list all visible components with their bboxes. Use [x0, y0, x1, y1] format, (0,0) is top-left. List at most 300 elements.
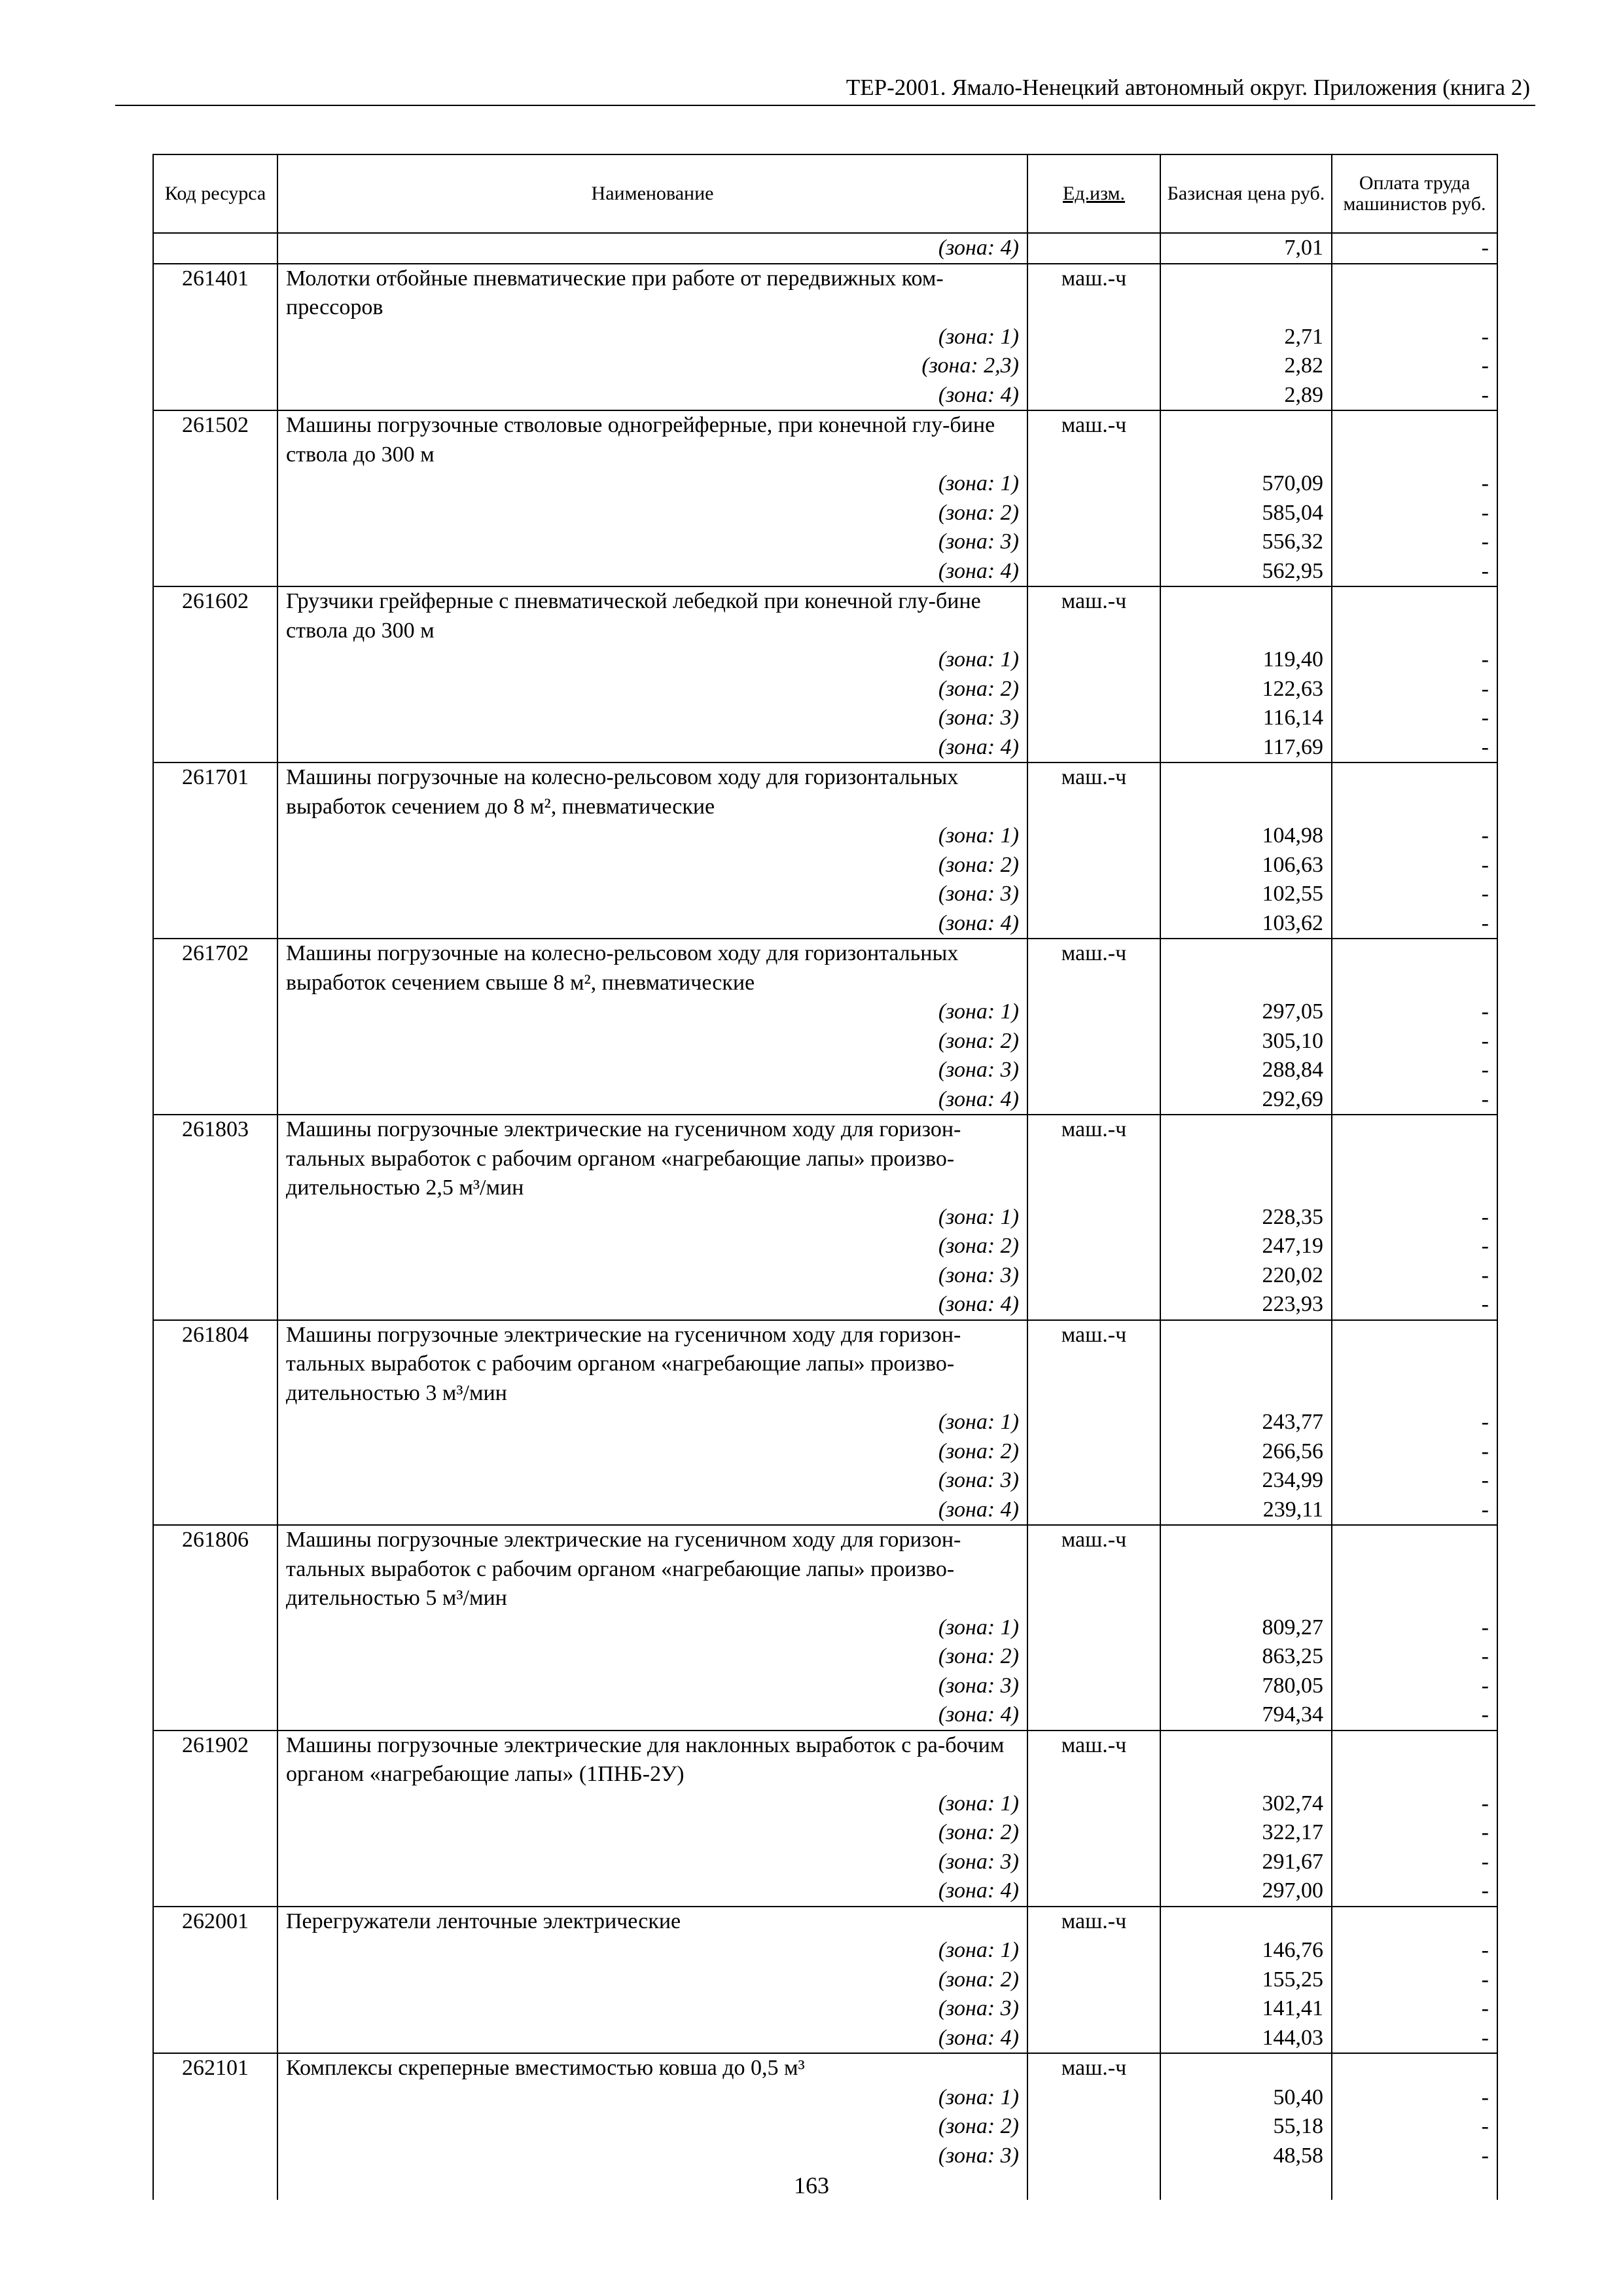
zone-row [153, 2142, 1497, 2171]
pay-value: - [1332, 909, 1497, 939]
price-value: 2,89 [1160, 381, 1332, 411]
code-cell [153, 381, 277, 411]
table-body [153, 233, 1497, 2200]
col-header-name: Наименование [277, 154, 1027, 233]
code-cell [153, 1994, 277, 2024]
price-cell [1160, 410, 1332, 469]
pay-value: - [1332, 1613, 1497, 1643]
unit-cell [1027, 1290, 1160, 1320]
pay-value: - [1332, 704, 1497, 733]
pay-value: - [1332, 851, 1497, 880]
resource-code: 261803 [153, 1115, 277, 1203]
zone-row [153, 733, 1497, 763]
resource-code: 262101 [153, 2053, 277, 2083]
resource-name: Комплексы скреперные вместимостью ковша до 0,5 м³ [277, 2053, 1027, 2083]
code-cell [153, 1642, 277, 1672]
pay-value: - [1332, 1437, 1497, 1467]
zone-row [153, 1818, 1497, 1848]
zone-row [153, 997, 1497, 1027]
unit-cell [1027, 1408, 1160, 1437]
zone-label: (зона: 1) [277, 2083, 1027, 2113]
pay-value: - [1332, 1203, 1497, 1232]
document-title: ТЕР-2001. Ямало-Ненецкий автономный округ. Приложения (книга 2) [846, 75, 1530, 100]
zone-label: (зона: 2,3) [277, 351, 1027, 381]
zone-label: (зона: 1) [277, 645, 1027, 675]
resource-row [153, 264, 1497, 323]
price-cell [1160, 939, 1332, 997]
code-cell [153, 2142, 277, 2171]
zone-row [153, 1232, 1497, 1261]
resource-name: Грузчики грейферные с пневматической лебедкой при конечной глу-бине ствола до 300 м [277, 586, 1027, 645]
code-cell [153, 351, 277, 381]
resource-code: 261902 [153, 1731, 277, 1789]
pay-value: - [1332, 1466, 1497, 1496]
zone-label: (зона: 3) [277, 1056, 1027, 1085]
zone-row [153, 1613, 1497, 1643]
zone-label: (зона: 4) [277, 1290, 1027, 1320]
code-cell [153, 1936, 277, 1965]
zone-label: (зона: 4) [277, 1085, 1027, 1115]
price-value: 146,76 [1160, 1936, 1332, 1965]
zone-label: (зона: 2) [277, 2112, 1027, 2142]
pay-value: - [1332, 1876, 1497, 1907]
pay-value: - [1332, 2142, 1497, 2171]
unit-cell [1027, 2112, 1160, 2142]
resource-code: 261701 [153, 762, 277, 821]
pay-value: - [1332, 1085, 1497, 1115]
resource-row [153, 1525, 1497, 1613]
resource-name: Машины погрузочные на колесно-рельсовом ходу для горизонтальных выработок сечением до 8 м², пневматические [277, 762, 1027, 821]
resource-unit: маш.-ч [1027, 2053, 1160, 2083]
zone-row [153, 1496, 1497, 1526]
price-value: 863,25 [1160, 1642, 1332, 1672]
price-value: 2,71 [1160, 323, 1332, 352]
price-cell [1160, 762, 1332, 821]
resource-row [153, 1907, 1497, 1937]
zone-row [153, 499, 1497, 528]
zone-label: (зона: 4) [277, 909, 1027, 939]
unit-cell [1027, 1056, 1160, 1085]
zone-row [153, 1876, 1497, 1907]
zone-label: (зона: 2) [277, 499, 1027, 528]
resource-name: Машины погрузочные стволовые одногрейферные, при конечной глу-бине ствола до 300 м [277, 410, 1027, 469]
resource-code: 261602 [153, 586, 277, 645]
pay-cell [1332, 1525, 1497, 1613]
zone-label: (зона: 3) [277, 2142, 1027, 2171]
pay-cell [1332, 939, 1497, 997]
zone-row [153, 1936, 1497, 1965]
zone-label: (зона: 2) [277, 675, 1027, 704]
col-header-pay: Оплата труда машинистов руб. [1332, 154, 1497, 233]
unit-cell [1027, 997, 1160, 1027]
price-value: 144,03 [1160, 2024, 1332, 2054]
zone-row [153, 2112, 1497, 2142]
zone-row [153, 1848, 1497, 1877]
price-cell [1160, 264, 1332, 323]
resource-code: 261804 [153, 1320, 277, 1408]
price-value: 48,58 [1160, 2142, 1332, 2171]
unit-cell [1027, 1672, 1160, 1701]
pay-value: - [1332, 557, 1497, 587]
unit-cell [1027, 909, 1160, 939]
resource-unit: маш.-ч [1027, 1115, 1160, 1203]
zone-row [153, 1290, 1497, 1320]
pay-cell [1332, 586, 1497, 645]
zone-label: (зона: 3) [277, 1994, 1027, 2024]
code-cell [153, 1466, 277, 1496]
table-header-row [153, 154, 1497, 233]
unit-cell [1027, 1965, 1160, 1995]
code-cell [153, 997, 277, 1027]
code-cell [153, 469, 277, 499]
price-value: 585,04 [1160, 499, 1332, 528]
price-value: 243,77 [1160, 1408, 1332, 1437]
price-value: 223,93 [1160, 1290, 1332, 1320]
code-cell [153, 323, 277, 352]
unit-cell [1027, 645, 1160, 675]
zone-row [153, 821, 1497, 851]
unit-cell [1027, 499, 1160, 528]
zone-row [153, 909, 1497, 939]
page-number: 163 [794, 2172, 829, 2198]
col-header-unit-label: Ед.изм. [1062, 183, 1126, 204]
price-value: 116,14 [1160, 704, 1332, 733]
pay-value: - [1332, 880, 1497, 909]
zone-label: (зона: 1) [277, 1408, 1027, 1437]
unit-cell [1027, 233, 1160, 264]
zone-row [153, 469, 1497, 499]
pay-value: - [1332, 2024, 1497, 2054]
zone-row [153, 557, 1497, 587]
zone-row [153, 880, 1497, 909]
price-cell [1160, 1320, 1332, 1408]
code-cell [153, 821, 277, 851]
price-value: 228,35 [1160, 1203, 1332, 1232]
price-value: 55,18 [1160, 2112, 1332, 2142]
zone-label: (зона: 2) [277, 1965, 1027, 1995]
zone-row [153, 1672, 1497, 1701]
unit-cell [1027, 1994, 1160, 2024]
col-header-price: Базисная цена руб. [1160, 154, 1332, 233]
resource-row [153, 1731, 1497, 1789]
zone-label: (зона: 2) [277, 1642, 1027, 1672]
code-cell [153, 499, 277, 528]
zone-label: (зона: 4) [277, 2024, 1027, 2054]
zone-label: (зона: 2) [277, 1818, 1027, 1848]
code-cell [153, 2083, 277, 2113]
pay-value: - [1332, 233, 1497, 264]
pay-value: - [1332, 645, 1497, 675]
pay-value: - [1332, 675, 1497, 704]
zone-label: (зона: 3) [277, 880, 1027, 909]
zone-label: (зона: 4) [277, 233, 1027, 264]
code-cell [153, 233, 277, 264]
unit-cell [1027, 557, 1160, 587]
unit-cell [1027, 704, 1160, 733]
pay-value: - [1332, 528, 1497, 557]
zone-row [153, 1437, 1497, 1467]
pay-value: - [1332, 1789, 1497, 1819]
code-cell [153, 1290, 277, 1320]
price-cell [1160, 1525, 1332, 1613]
zone-row [153, 1642, 1497, 1672]
code-cell [153, 704, 277, 733]
pay-value: - [1332, 2083, 1497, 2113]
price-cell [1160, 1907, 1332, 1937]
resource-code: 261806 [153, 1525, 277, 1613]
zone-label: (зона: 4) [277, 1496, 1027, 1526]
zone-label: (зона: 2) [277, 851, 1027, 880]
code-cell [153, 557, 277, 587]
code-cell [153, 1232, 277, 1261]
unit-cell [1027, 351, 1160, 381]
zone-row [153, 381, 1497, 411]
resource-code: 261401 [153, 264, 277, 323]
pay-cell [1332, 1731, 1497, 1789]
pay-value: - [1332, 1994, 1497, 2024]
pay-cell [1332, 264, 1497, 323]
price-value: 305,10 [1160, 1027, 1332, 1056]
unit-cell [1027, 528, 1160, 557]
code-cell [153, 1085, 277, 1115]
unit-cell [1027, 1700, 1160, 1731]
carryover-row [153, 233, 1497, 264]
price-value: 291,67 [1160, 1848, 1332, 1877]
resource-code: 262001 [153, 1907, 277, 1937]
code-cell [153, 1965, 277, 1995]
unit-cell [1027, 1437, 1160, 1467]
resource-code: 261502 [153, 410, 277, 469]
unit-cell [1027, 1848, 1160, 1877]
code-cell [153, 1203, 277, 1232]
code-cell [153, 1496, 277, 1526]
pay-cell [1332, 1115, 1497, 1203]
price-value: 794,34 [1160, 1700, 1332, 1731]
resource-unit: маш.-ч [1027, 1907, 1160, 1937]
price-value: 570,09 [1160, 469, 1332, 499]
zone-row [153, 1700, 1497, 1731]
zone-row [153, 1965, 1497, 1995]
zone-row [153, 1027, 1497, 1056]
zone-label: (зона: 1) [277, 1203, 1027, 1232]
zone-label: (зона: 1) [277, 1936, 1027, 1965]
col-header-code: Код ресурса [153, 154, 277, 233]
resource-name: Машины погрузочные электрические для наклонных выработок с ра-бочим органом «нагребающие лапы» (1ПНБ-2У) [277, 1731, 1027, 1789]
price-value: 106,63 [1160, 851, 1332, 880]
zone-row [153, 1466, 1497, 1496]
unit-cell [1027, 1642, 1160, 1672]
pay-value: - [1332, 1936, 1497, 1965]
zone-label: (зона: 1) [277, 1789, 1027, 1819]
pay-value: - [1332, 1232, 1497, 1261]
pay-value: - [1332, 1290, 1497, 1320]
price-value: 234,99 [1160, 1466, 1332, 1496]
pay-cell [1332, 1907, 1497, 1937]
price-value: 322,17 [1160, 1818, 1332, 1848]
zone-label: (зона: 4) [277, 1700, 1027, 1731]
unit-cell [1027, 469, 1160, 499]
zone-label: (зона: 3) [277, 1261, 1027, 1291]
pay-value: - [1332, 1056, 1497, 1085]
pay-value: - [1332, 499, 1497, 528]
price-value: 141,41 [1160, 1994, 1332, 2024]
unit-cell [1027, 2083, 1160, 2113]
pay-value: - [1332, 469, 1497, 499]
pay-cell [1332, 410, 1497, 469]
zone-row [153, 851, 1497, 880]
running-header [115, 71, 1535, 106]
resource-unit: маш.-ч [1027, 1320, 1160, 1408]
resource-row [153, 1115, 1497, 1203]
zone-label: (зона: 1) [277, 469, 1027, 499]
price-value: 50,40 [1160, 2083, 1332, 2113]
price-value: 104,98 [1160, 821, 1332, 851]
zone-row [153, 1994, 1497, 2024]
zone-row [153, 1056, 1497, 1085]
price-value: 302,74 [1160, 1789, 1332, 1819]
zone-label: (зона: 2) [277, 1027, 1027, 1056]
zone-label: (зона: 4) [277, 1876, 1027, 1907]
unit-cell [1027, 1466, 1160, 1496]
pay-cell [1332, 2053, 1497, 2083]
price-value: 562,95 [1160, 557, 1332, 587]
pay-value: - [1332, 733, 1497, 763]
unit-cell [1027, 1876, 1160, 1907]
zone-row [153, 1789, 1497, 1819]
code-cell [153, 1437, 277, 1467]
price-value: 102,55 [1160, 880, 1332, 909]
pay-value: - [1332, 1965, 1497, 1995]
price-value: 288,84 [1160, 1056, 1332, 1085]
zone-row [153, 1408, 1497, 1437]
zone-label: (зона: 4) [277, 733, 1027, 763]
pay-value: - [1332, 997, 1497, 1027]
unit-cell [1027, 1789, 1160, 1819]
resource-code: 261702 [153, 939, 277, 997]
zone-row [153, 1261, 1497, 1291]
zone-row [153, 1085, 1497, 1115]
resource-row [153, 586, 1497, 645]
code-cell [153, 1876, 277, 1907]
zone-row [153, 2024, 1497, 2054]
zone-label: (зона: 3) [277, 1466, 1027, 1496]
unit-cell [1027, 1203, 1160, 1232]
price-value: 122,63 [1160, 675, 1332, 704]
unit-cell [1027, 821, 1160, 851]
zone-label: (зона: 2) [277, 1437, 1027, 1467]
pay-value: - [1332, 1642, 1497, 1672]
unit-cell [1027, 675, 1160, 704]
unit-cell [1027, 733, 1160, 763]
pay-value: - [1332, 1672, 1497, 1701]
resource-unit: маш.-ч [1027, 264, 1160, 323]
pay-cell [1332, 762, 1497, 821]
zone-label: (зона: 1) [277, 1613, 1027, 1643]
price-value: 155,25 [1160, 1965, 1332, 1995]
unit-cell [1027, 1085, 1160, 1115]
code-cell [153, 1261, 277, 1291]
resource-row [153, 1320, 1497, 1408]
pay-value: - [1332, 323, 1497, 352]
pay-value: - [1332, 821, 1497, 851]
code-cell [153, 1700, 277, 1731]
unit-cell [1027, 1232, 1160, 1261]
code-cell [153, 1408, 277, 1437]
resource-unit: маш.-ч [1027, 762, 1160, 821]
resource-name: Машины погрузочные электрические на гусеничном ходу для горизон-тальных выработок с рабочим органом «нагребающие лапы» произво-дительностью 5 м³/мин [277, 1525, 1027, 1613]
pay-cell [1332, 1320, 1497, 1408]
unit-cell [1027, 323, 1160, 352]
zone-label: (зона: 4) [277, 557, 1027, 587]
zone-label: (зона: 3) [277, 1848, 1027, 1877]
price-cell [1160, 1115, 1332, 1203]
zone-row [153, 704, 1497, 733]
resource-name: Машины погрузочные электрические на гусеничном ходу для горизон-тальных выработок с рабочим органом «нагребающие лапы» произво-дительностью 3 м³/мин [277, 1320, 1027, 1408]
price-value: 220,02 [1160, 1261, 1332, 1291]
unit-cell [1027, 1818, 1160, 1848]
price-cell [1160, 586, 1332, 645]
resource-row [153, 410, 1497, 469]
code-cell [153, 528, 277, 557]
resource-name: Машины погрузочные на колесно-рельсовом ходу для горизонтальных выработок сечением свыше 8 м², пневматические [277, 939, 1027, 997]
price-value: 103,62 [1160, 909, 1332, 939]
unit-cell [1027, 381, 1160, 411]
resource-unit: маш.-ч [1027, 586, 1160, 645]
zone-label: (зона: 3) [277, 528, 1027, 557]
zone-row [153, 323, 1497, 352]
code-cell [153, 880, 277, 909]
price-value: 7,01 [1160, 233, 1332, 264]
zone-label: (зона: 3) [277, 1672, 1027, 1701]
code-cell [153, 1672, 277, 1701]
code-cell [153, 645, 277, 675]
resource-name: Машины погрузочные электрические на гусеничном ходу для горизон-тальных выработок с рабочим органом «нагребающие лапы» произво-дительностью 2,5 м³/мин [277, 1115, 1027, 1203]
unit-cell [1027, 880, 1160, 909]
pay-value: - [1332, 1496, 1497, 1526]
unit-cell [1027, 1936, 1160, 1965]
price-value: 809,27 [1160, 1613, 1332, 1643]
code-cell [153, 1056, 277, 1085]
zone-row [153, 675, 1497, 704]
code-cell [153, 851, 277, 880]
unit-cell [1027, 2142, 1160, 2171]
code-cell [153, 909, 277, 939]
pay-value: - [1332, 381, 1497, 411]
pay-value: - [1332, 351, 1497, 381]
pay-value: - [1332, 2112, 1497, 2142]
price-value: 292,69 [1160, 1085, 1332, 1115]
price-value: 247,19 [1160, 1232, 1332, 1261]
unit-cell [1027, 1496, 1160, 1526]
resource-unit: маш.-ч [1027, 1731, 1160, 1789]
zone-label: (зона: 1) [277, 323, 1027, 352]
code-cell [153, 1027, 277, 1056]
zone-row [153, 528, 1497, 557]
price-value: 117,69 [1160, 733, 1332, 763]
zone-label: (зона: 3) [277, 704, 1027, 733]
zone-label: (зона: 1) [277, 997, 1027, 1027]
zone-row [153, 351, 1497, 381]
code-cell [153, 2024, 277, 2054]
price-value: 2,82 [1160, 351, 1332, 381]
resource-unit: маш.-ч [1027, 939, 1160, 997]
code-cell [153, 2112, 277, 2142]
pay-value: - [1332, 1848, 1497, 1877]
price-value: 297,05 [1160, 997, 1332, 1027]
pay-value: - [1332, 1408, 1497, 1437]
code-cell [153, 733, 277, 763]
code-cell [153, 1789, 277, 1819]
